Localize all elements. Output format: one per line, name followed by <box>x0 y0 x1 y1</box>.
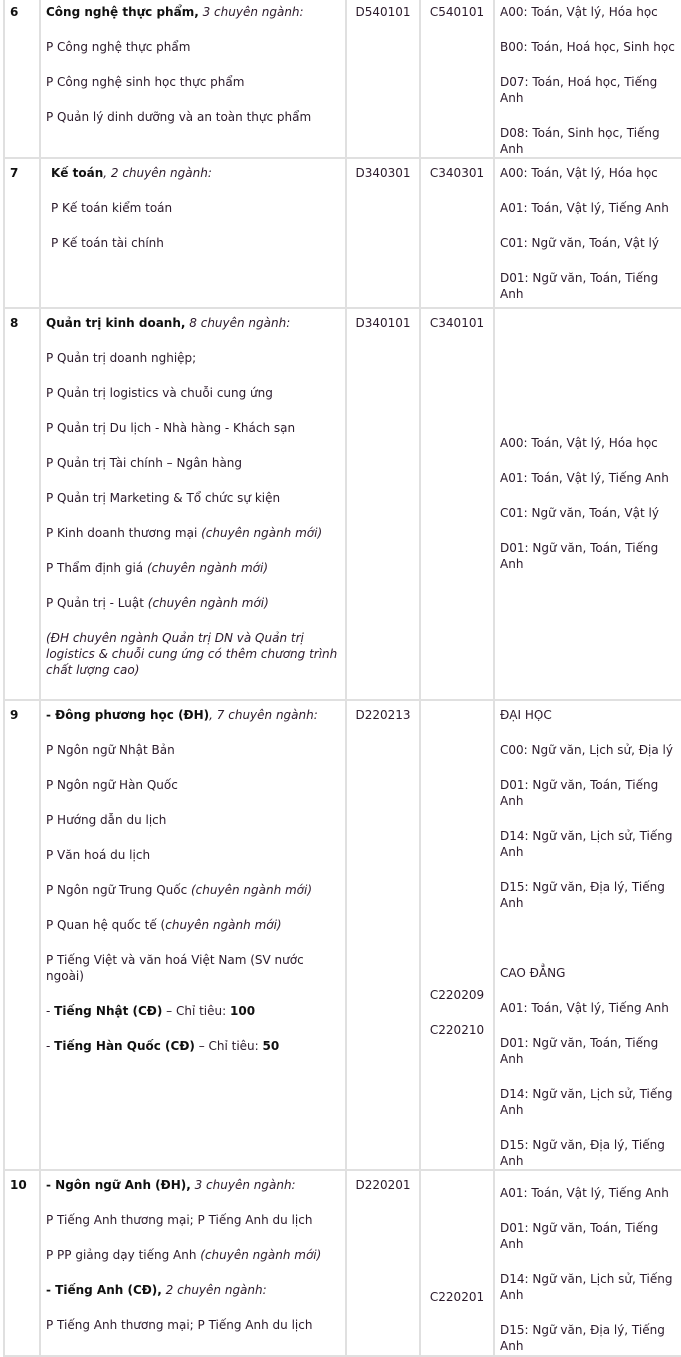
major-count: 3 chuyên ngành: <box>198 5 304 19</box>
specialization: P Quản trị Tài chính – Ngân hàng <box>46 456 243 470</box>
major-cell <box>40 308 346 700</box>
new-major-note: (chuyên ngành mới) <box>147 596 269 610</box>
subject-combos-cell <box>494 0 681 158</box>
new-major-note: chuyên ngành mới) <box>165 918 282 932</box>
quota: 100 <box>230 1004 256 1018</box>
subject-combo: D14: Ngữ văn, Lịch sử, Tiếng Anh <box>500 1087 673 1117</box>
subject-combo: D07: Toán, Hoá học, Tiếng Anh <box>500 75 658 105</box>
major-title: Kế toán <box>51 166 104 180</box>
major-cell <box>40 700 346 1170</box>
subject-combo: D14: Ngữ văn, Lịch sử, Tiếng Anh <box>500 829 673 859</box>
subject-combos-cell <box>494 308 681 700</box>
college-code-cell <box>420 700 494 1170</box>
table-row <box>4 308 681 700</box>
major-cell <box>40 1170 346 1356</box>
specialization: P Kinh doanh thương mại (chuyên ngành mới) <box>46 526 323 540</box>
major-title: Công nghệ thực phẩm, <box>46 5 199 19</box>
university-code: D540101 <box>346 0 420 158</box>
subject-combo: B00: Toán, Hoá học, Sinh học <box>500 40 675 54</box>
subject-combo: A00: Toán, Vật lý, Hóa học <box>500 436 658 450</box>
specialization: P Công nghệ thực phẩm <box>46 40 191 54</box>
new-major-note: (chuyên ngành mới) <box>146 561 268 575</box>
specialization: P Văn hoá du lịch <box>46 848 151 862</box>
college-code: C220201 <box>429 1290 485 1304</box>
specialization: P Quan hệ quốc tế (chuyên ngành mới) <box>46 918 282 932</box>
major-count: 3 chuyên ngành: <box>190 1178 296 1192</box>
footnote: (ĐH chuyên ngành Quản trị DN và Quản trị logistics & chuỗi cung ứng có thêm chương trình chất lượng cao) <box>46 631 338 677</box>
major-title: Quản trị kinh doanh, <box>46 316 186 330</box>
major-count: 8 chuyên ngành: <box>185 316 291 330</box>
specialization: P Thẩm định giá (chuyên ngành mới) <box>46 561 268 575</box>
university-code: D340101 <box>346 308 420 700</box>
specialization: P PP giảng dạy tiếng Anh (chuyên ngành mới) <box>46 1248 322 1262</box>
specialization: P Quản trị doanh nghiệp; <box>46 351 197 365</box>
subject-combo: D08: Toán, Sinh học, Tiếng Anh <box>500 126 660 156</box>
specialization: P Ngôn ngữ Nhật Bản <box>46 743 175 757</box>
subject-combos-cell <box>494 158 681 308</box>
row-number: 7 <box>4 158 40 308</box>
specialization: P Tiếng Việt và văn hoá Việt Nam (SV nước ngoài) <box>46 953 304 983</box>
specialization: P Quản trị - Luật (chuyên ngành mới) <box>46 596 269 610</box>
major-cell <box>40 158 346 308</box>
table-row <box>4 0 681 158</box>
university-code: D220201 <box>346 1170 420 1356</box>
college-code-cell <box>420 1170 494 1356</box>
subject-combo: D01: Ngữ văn, Toán, Tiếng Anh <box>500 271 659 301</box>
admissions-table <box>3 0 681 1357</box>
subject-combo: D15: Ngữ văn, Địa lý, Tiếng Anh <box>500 1138 665 1168</box>
table-row <box>4 158 681 308</box>
cd-program: - Tiếng Nhật (CĐ) – Chỉ tiêu: 100 <box>46 1004 256 1018</box>
subject-combo: D01: Ngữ văn, Toán, Tiếng Anh <box>500 1036 659 1066</box>
new-major-note: (chuyên ngành mới) <box>191 883 313 897</box>
new-major-note: (chuyên ngành mới) <box>200 1248 322 1262</box>
college-code: C220209 <box>429 988 485 1002</box>
specialization: P Công nghệ sinh học thực phẩm <box>46 75 245 89</box>
specialization: P Ngôn ngữ Hàn Quốc <box>46 778 178 792</box>
subject-combo: A00: Toán, Vật lý, Hóa học <box>500 5 658 19</box>
cd-program: - Tiếng Hàn Quốc (CĐ) – Chỉ tiêu: 50 <box>46 1039 280 1053</box>
subject-combo: A01: Toán, Vật lý, Tiếng Anh <box>500 1186 669 1200</box>
college-code: C340301 <box>420 158 494 308</box>
new-major-note: (chuyên ngành mới) <box>201 526 323 540</box>
subject-combo: C00: Ngữ văn, Lịch sử, Địa lý <box>500 743 673 757</box>
table-row <box>4 1170 681 1356</box>
specialization: P Quản trị logistics và chuỗi cung ứng <box>46 386 273 400</box>
subject-combo: D15: Ngữ văn, Địa lý, Tiếng Anh <box>500 1323 665 1353</box>
combos-header-college: CAO ĐẲNG <box>500 966 566 980</box>
specialization: P Quản trị Marketing & Tổ chức sự kiện <box>46 491 281 505</box>
university-code: D220213 <box>346 700 420 1170</box>
subject-combo: D01: Ngữ văn, Toán, Tiếng Anh <box>500 541 659 571</box>
college-code: C340101 <box>420 308 494 700</box>
specialization: P Kế toán kiểm toán <box>51 201 173 215</box>
university-code: D340301 <box>346 158 420 308</box>
subject-combo: D14: Ngữ văn, Lịch sử, Tiếng Anh <box>500 1272 673 1302</box>
major-cell <box>40 0 346 158</box>
subject-combo: A01: Toán, Vật lý, Tiếng Anh <box>500 471 669 485</box>
specialization: P Quản lý dinh dưỡng và an toàn thực phẩm <box>46 110 312 124</box>
subject-combo: D01: Ngữ văn, Toán, Tiếng Anh <box>500 778 659 808</box>
cd-title: - Tiếng Anh (CĐ), <box>46 1283 162 1297</box>
cd-count: 2 chuyên ngành: <box>161 1283 267 1297</box>
row-number: 8 <box>4 308 40 700</box>
specialization: P Ngôn ngữ Trung Quốc (chuyên ngành mới) <box>46 883 313 897</box>
subject-combo: A01: Toán, Vật lý, Tiếng Anh <box>500 1001 669 1015</box>
specialization: P Quản trị Du lịch - Nhà hàng - Khách sạn <box>46 421 296 435</box>
specialization: P Kế toán tài chính <box>51 236 164 250</box>
row-number: 6 <box>4 0 40 158</box>
specialization: P Tiếng Anh thương mại; P Tiếng Anh du lịch <box>46 1318 313 1332</box>
subject-combo: A00: Toán, Vật lý, Hóa học <box>500 166 658 180</box>
college-code: C540101 <box>420 0 494 158</box>
combos-header-university: ĐẠI HỌC <box>500 708 552 722</box>
major-title: - Ngôn ngữ Anh (ĐH), <box>46 1178 191 1192</box>
subject-combo: A01: Toán, Vật lý, Tiếng Anh <box>500 201 669 215</box>
major-title: - Đông phương học (ĐH) <box>46 708 210 722</box>
quota: 50 <box>262 1039 280 1053</box>
subject-combos-cell <box>494 1170 681 1356</box>
subject-combo: C01: Ngữ văn, Toán, Vật lý <box>500 506 659 520</box>
specialization: P Tiếng Anh thương mại; P Tiếng Anh du lịch <box>46 1213 313 1227</box>
row-number: 10 <box>4 1170 40 1356</box>
major-count: , 2 chuyên ngành: <box>103 166 212 180</box>
subject-combo: D01: Ngữ văn, Toán, Tiếng Anh <box>500 1221 659 1251</box>
major-count: , 7 chuyên ngành: <box>209 708 318 722</box>
subject-combo: C01: Ngữ văn, Toán, Vật lý <box>500 236 659 250</box>
college-code: C220210 <box>429 1023 485 1037</box>
row-number: 9 <box>4 700 40 1170</box>
table-row <box>4 700 681 1170</box>
specialization: P Hướng dẫn du lịch <box>46 813 167 827</box>
subject-combos-cell <box>494 700 681 1170</box>
subject-combo: D15: Ngữ văn, Địa lý, Tiếng Anh <box>500 880 665 910</box>
